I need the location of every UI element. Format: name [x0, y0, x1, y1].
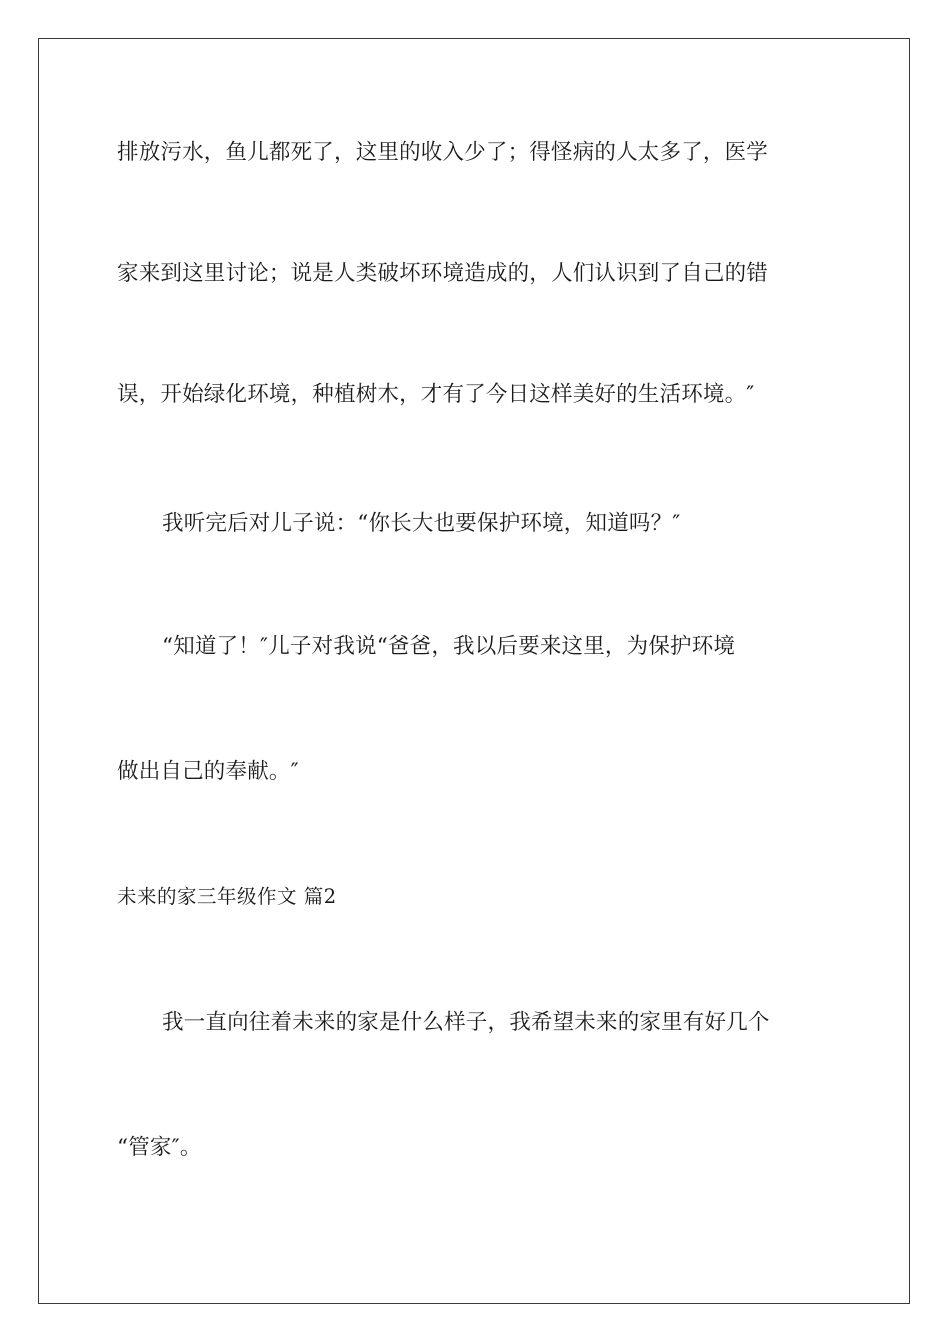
paragraph-line: “知道了！″儿子对我说“爸爸，我以后要来这里，为保护环境: [162, 634, 736, 659]
paragraph-line: 做出自己的奉献。″: [117, 759, 299, 784]
paragraph-line: “管家″。: [117, 1135, 202, 1160]
paragraph-line: 排放污水，鱼儿都死了，这里的收入少了；得怪病的人太多了，医学: [117, 140, 769, 165]
paragraph-line: 我一直向往着未来的家是什么样子，我希望未来的家里有好几个: [162, 1010, 770, 1035]
section-heading: 未来的家三年级作文 篇2: [117, 885, 337, 908]
paragraph-line: 我听完后对儿子说：“你长大也要保护环境，知道吗？″: [162, 511, 681, 536]
paragraph-line: 家来到这里讨论；说是人类破坏环境造成的，人们认识到了自己的错: [117, 261, 769, 286]
paragraph-line: 误，开始绿化环境，种植树木，才有了今日这样美好的生活环境。″: [117, 382, 755, 407]
page-border: [38, 38, 910, 1304]
